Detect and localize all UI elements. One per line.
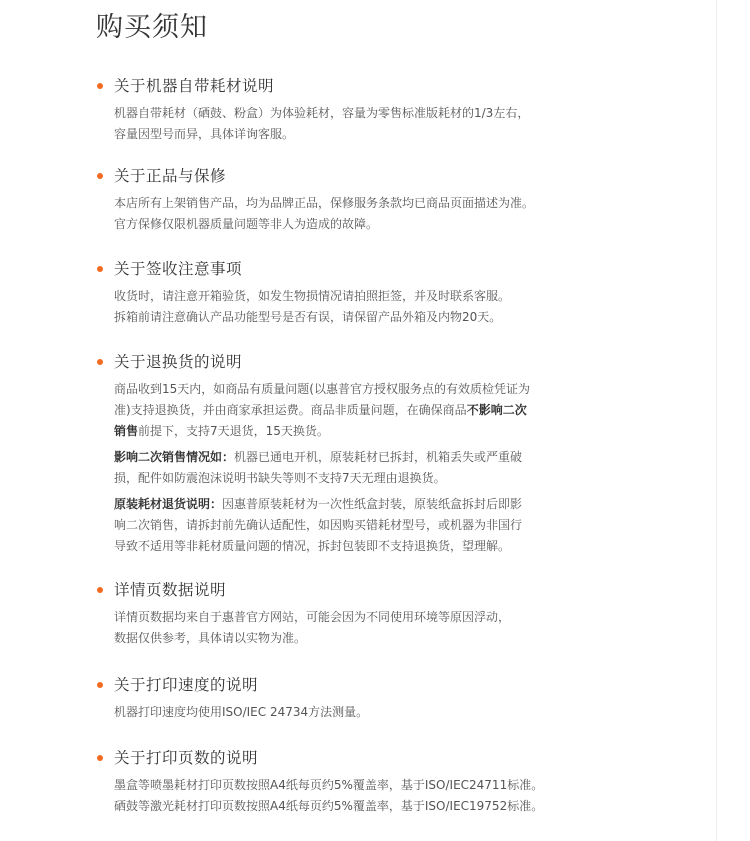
bullet-dot-icon	[97, 587, 103, 593]
bullet-dot-icon	[97, 682, 103, 688]
section-heading	[96, 675, 576, 695]
returns-policy-paragraph	[114, 379, 572, 442]
body-line: 详情页数据均来自于惠普官方网站，可能会因为不同使用环境等原因浮动，	[114, 610, 511, 624]
body-text: 因惠普原装耗材为一次性纸盒封装，原装纸盒拆封后即影	[222, 497, 523, 511]
bullet-dot-icon	[97, 755, 103, 761]
body-text-bold: 影响二次销售情况如：	[114, 450, 235, 464]
section-heading-text: 关于打印页数的说明	[114, 749, 259, 767]
body-line: 收货时，请注意开箱验货，如发生物损情况请拍照拒签，并及时联系客服。	[114, 289, 511, 303]
body-line: 机器自带耗材（硒鼓、粉盒）为体验耗材，容量为零售标准版耗材的1/3左右，	[114, 106, 530, 120]
section-page-yield	[96, 748, 576, 817]
section-delivery-acceptance	[96, 259, 576, 328]
body-line	[114, 447, 572, 468]
body-text: 机器已通电开机，原装耗材已拆封，机箱丢失或严重破	[234, 450, 523, 464]
section-heading-text: 关于退换货的说明	[114, 353, 243, 371]
section-body	[114, 193, 572, 235]
body-line: 官方保修仅限机器质量问题等非人为造成的故障。	[114, 217, 379, 231]
section-heading	[96, 76, 576, 96]
consumables-return-paragraph	[114, 494, 572, 557]
body-line: 拆箱前请注意确认产品功能型号是否有误，请保留产品外箱及内物20天。	[114, 310, 502, 324]
body-line: 本店所有上架销售产品，均为品牌正品，保修服务条款均已商品页面描述为准。	[114, 196, 535, 210]
bullet-dot-icon	[97, 359, 103, 365]
body-line: 数据仅供参考，具体请以实物为准。	[114, 631, 307, 645]
section-heading-text: 关于正品与保修	[114, 167, 227, 185]
section-genuine-warranty	[96, 166, 576, 235]
body-line: 容量因型号而异，具体详询客服。	[114, 127, 295, 141]
bullet-dot-icon	[97, 266, 103, 272]
bullet-dot-icon	[97, 173, 103, 179]
body-line: 导致不适用等非耗材质量问题的情况，拆封包装即不支持退换货，望理解。	[114, 539, 511, 553]
section-returns-exchanges	[96, 352, 576, 557]
body-line: 硒鼓等激光耗材打印页数按照A4纸每页约5%覆盖率，基于ISO/IEC19752标准。	[114, 799, 544, 813]
section-heading-text: 关于机器自带耗材说明	[114, 77, 275, 95]
section-heading	[96, 580, 576, 600]
section-body	[114, 286, 572, 328]
section-heading	[96, 748, 576, 768]
body-line: 墨盒等喷墨耗材打印页数按照A4纸每页约5%覆盖率，基于ISO/IEC24711标准。	[114, 778, 544, 792]
section-detail-data	[96, 580, 576, 649]
section-heading-text: 关于打印速度的说明	[114, 676, 259, 694]
page-title: 购买须知	[96, 12, 208, 43]
section-heading	[96, 259, 576, 279]
section-body	[114, 379, 572, 557]
body-line: 损，配件如防震泡沫说明书缺失等则不支持7天无理由退换货。	[114, 471, 446, 485]
section-body	[114, 607, 572, 649]
section-heading-text: 关于签收注意事项	[114, 260, 243, 278]
body-text-bold: 原装耗材退货说明：	[114, 497, 223, 511]
section-print-speed	[96, 675, 576, 723]
body-line: 商品收到15天内，如商品有质量问题(以惠普官方授权服务点的有效质检凭证为	[114, 382, 530, 396]
secondary-sale-paragraph	[114, 447, 572, 489]
bullet-dot-icon	[97, 83, 103, 89]
section-heading	[96, 166, 576, 186]
body-line	[114, 494, 572, 515]
section-body	[114, 103, 572, 145]
section-included-consumables	[96, 76, 576, 145]
body-line	[114, 421, 572, 442]
body-text: 准)支持退换货，并由商家承担运费。商品非质量问题，在确保商品	[114, 403, 467, 417]
section-body	[114, 775, 572, 817]
section-heading	[96, 352, 576, 372]
body-line: 机器打印速度均使用ISO/IEC 24734方法测量。	[114, 705, 369, 719]
section-body	[114, 702, 572, 723]
body-text-bold: 销售	[114, 424, 139, 438]
body-line: 响二次销售，请拆封前先确认适配性，如因购买错耗材型号，或机器为非国行	[114, 518, 523, 532]
body-line	[114, 400, 572, 421]
section-heading-text: 详情页数据说明	[114, 581, 227, 599]
body-text: 前提下，支持7天退货，15天换货。	[138, 424, 329, 438]
body-text-bold: 不影响二次	[466, 403, 527, 417]
